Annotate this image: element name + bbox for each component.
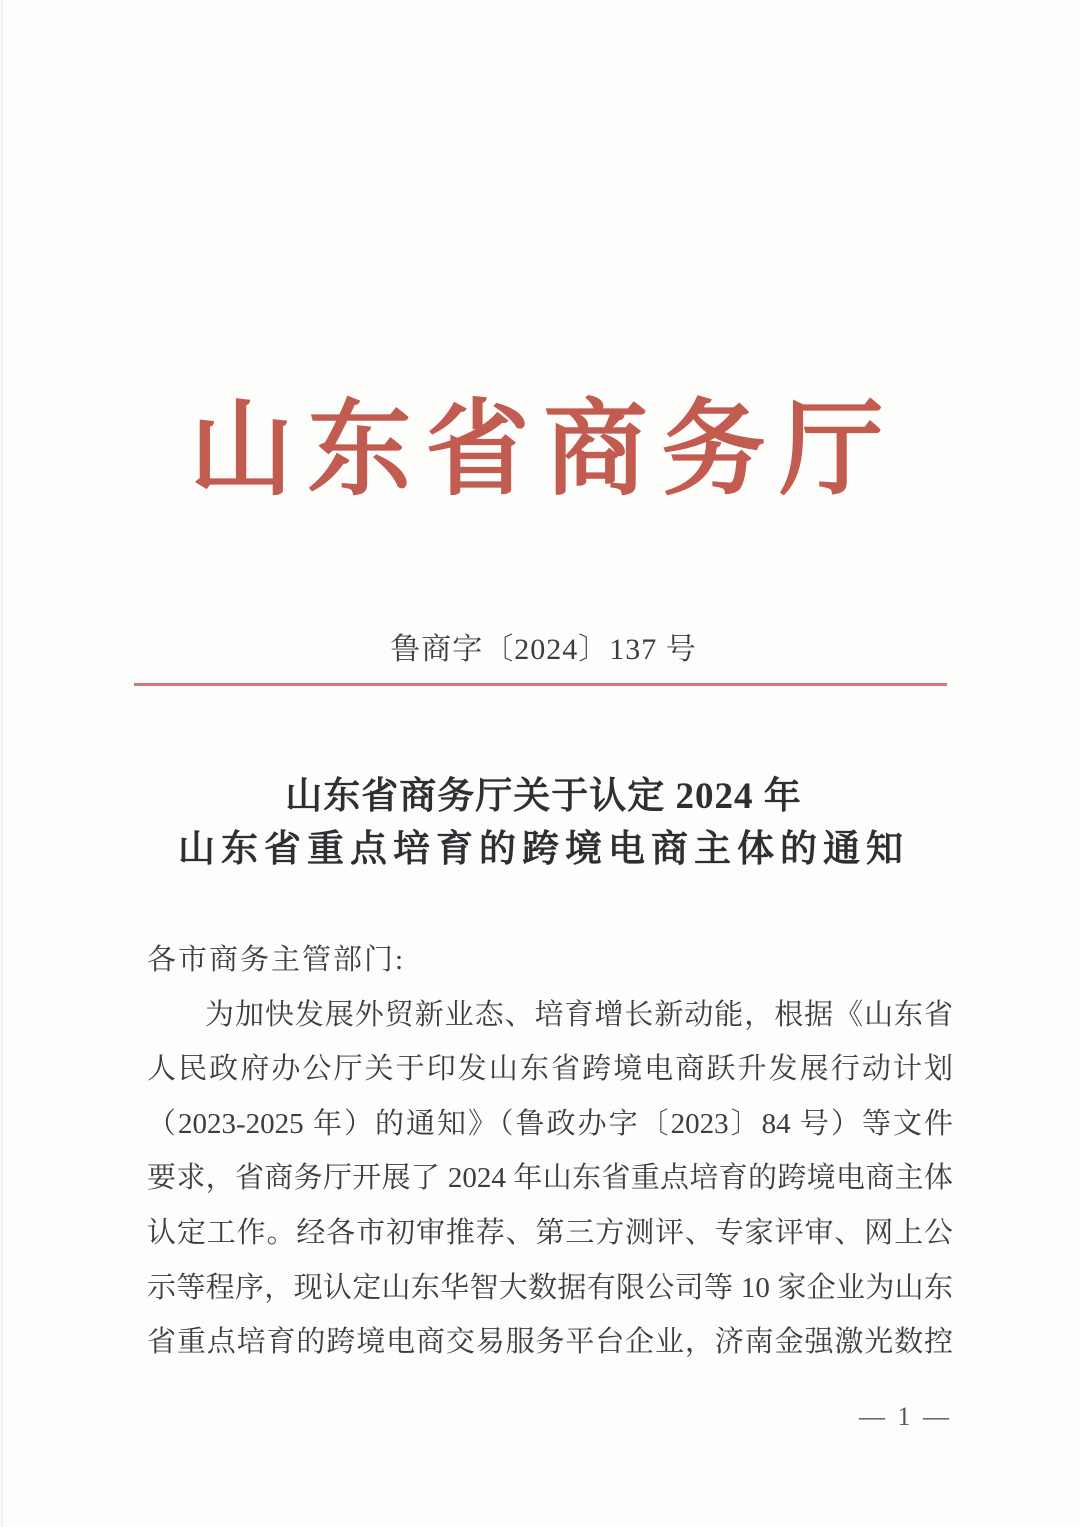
doc-title (120, 770, 967, 876)
body-line: 认定工作。经各市初审推荐、第三方测评、专家评审、网上公 (147, 1216, 953, 1249)
doc-title-line-1: 山东省商务厅关于认定 2024 年 (285, 776, 802, 817)
scan-edge-artifact (1, 0, 3, 1527)
doc-title-line-2: 山东省重点培育的跨境电商主体的通知 (178, 829, 909, 870)
body-line: 要求，省商务厅开展了 2024 年山东省重点培育的跨境电商主体 (147, 1162, 953, 1195)
body-line: 人民政府办公厅关于印发山东省跨境电商跃升发展行动计划 (147, 1053, 953, 1086)
body-line: 示等程序，现认定山东华智大数据有限公司等 10 家企业为山东 (147, 1271, 953, 1304)
body-line: 省重点培育的跨境电商交易服务平台企业，济南金强激光数控 (147, 1326, 953, 1359)
body-line: （2023-2025 年）的通知》（鲁政办字〔2023〕84 号）等文件 (147, 1107, 953, 1140)
agency-masthead: 山东省商务厅 (189, 393, 898, 508)
body-line: 为加快发展外贸新业态、培育增长新动能，根据《山东省 (205, 998, 953, 1031)
salutation-line: 各市商务主管部门: (147, 944, 406, 976)
doc-number: 鲁商字〔2024〕137 号 (390, 633, 697, 666)
page-number: — 1 — (859, 1402, 952, 1431)
red-divider-line (134, 683, 947, 686)
body-paragraph (147, 933, 953, 1370)
